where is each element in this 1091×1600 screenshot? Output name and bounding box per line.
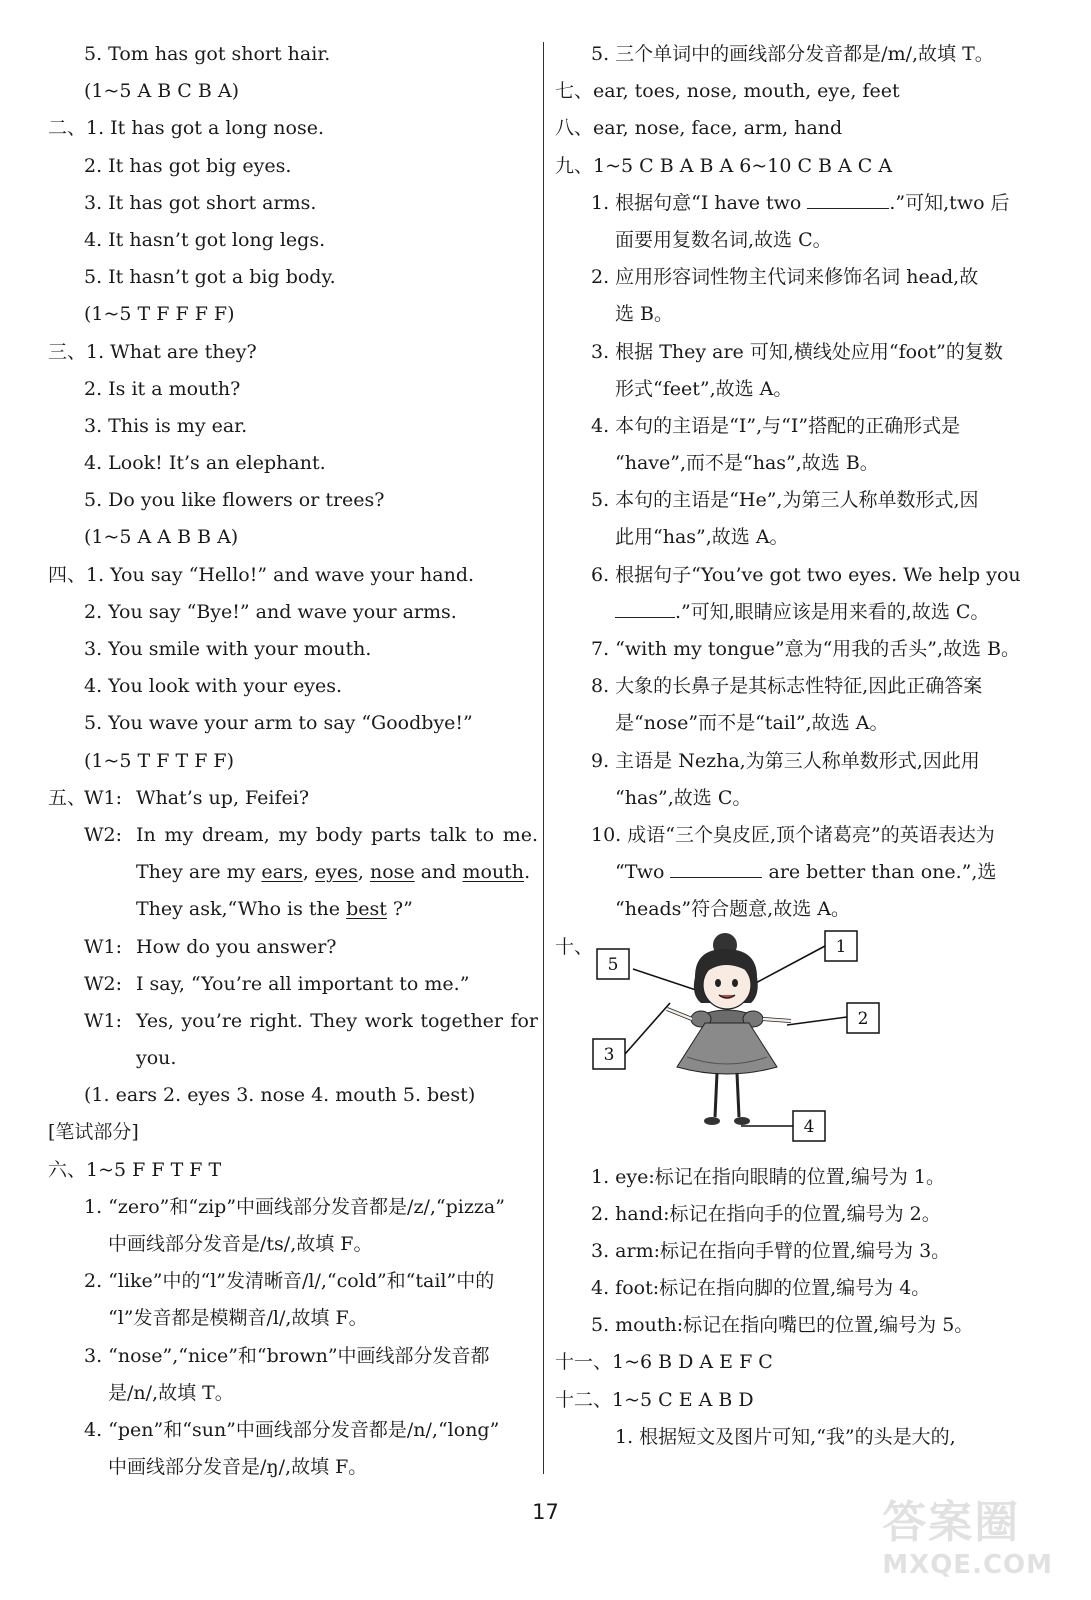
girl-figure [667,933,791,1125]
section-twelve: 十二、1~5 C E A B D [555,1388,754,1411]
section-six-heading: 六、1~5 F F T F T [48,1158,222,1181]
dialog-text: I say, “You’re all important to me.” [136,972,470,995]
section-eight: 八、ear, nose, face, arm, hand [555,117,843,140]
label-number-5: 5 [607,954,619,975]
explanation-line: “heads”符合题意,故选 A。 [615,898,850,921]
explanation-line: 4. foot:标记在指向脚的位置,编号为 4。 [591,1277,931,1300]
dialog-text: In my dream, my body parts talk to me. [136,823,538,846]
answer-key: (1. ears 2. eyes 3. nose 4. mouth 5. best) [84,1084,476,1107]
explanation-line: 5. 三个单词中的画线部分发音都是/m/,故填 T。 [591,43,994,65]
answer-key: (1~5 T F F F F) [84,303,235,326]
explanation-line: 6. 根据句子“You’ve got two eyes. We help you [591,563,1021,586]
text-line: 2. It has got big eyes. [84,154,292,177]
girl-illustration [555,929,1050,1159]
watermark-logo: 答案圈 [882,1497,1021,1548]
speaker-label: W1: [84,1009,123,1032]
explanation-line: “Two are better than one.”,选 [555,854,1050,891]
label-number-1: 1 [835,936,847,957]
answer-blank [670,857,762,878]
dialog-line [48,966,538,1003]
text-line: 4. Look! It’s an elephant. [84,452,326,475]
dialog-text: you. [136,1047,177,1070]
explanation-line: 1. 根据短文及图片可知,“我”的头是大的, [615,1425,956,1448]
text-line: 3. It has got short arms. [84,191,317,214]
explanation-line: 中画线部分发音是/ŋ/,故填 F。 [108,1456,368,1479]
explanation-line: 1. 根据句意“I have two .”可知,two 后 [555,185,1050,222]
page-number: 17 [532,1500,559,1524]
explanation-line: .”可知,眼睛应该是用来看的,故选 C。 [555,594,1050,631]
blank-answer: ears [261,861,303,884]
section-eleven: 十一、1~6 B D A E F C [555,1351,773,1374]
label-number-4: 4 [803,1116,815,1137]
text-line: 4. It hasn’t got long legs. [84,228,326,251]
explanation-line: 3. 根据 They are 可知,横线处应用“foot”的复数 [591,340,1003,363]
pointer-line-2 [787,1017,847,1025]
answer-key: (1~5 A B C B A) [84,80,240,103]
explanation-line: 面要用复数名词,故选 C。 [615,228,832,251]
text-line: 5. You wave your arm to say “Goodbye!” [84,712,473,735]
dialog-text: They ask,“Who is the best ?” [136,898,413,921]
explanation-line: 此用“has”,故选 A。 [615,526,789,549]
blank-answer: nose [370,861,415,884]
explanation-line: 1. eye:标记在指向眼睛的位置,编号为 1。 [591,1165,945,1188]
text-line: 3. This is my ear. [84,414,248,437]
text-line: 2. Is it a mouth? [84,377,241,400]
label-number-3: 3 [603,1044,615,1065]
speaker-label: W2: [84,972,123,995]
section-ten-label: 十、 [555,935,594,958]
explanation-line: 4. 本句的主语是“I”,与“I”搭配的正确形式是 [591,414,961,437]
explanation-line: 是/n/,故填 T。 [108,1381,234,1404]
dialog-text: How do you answer? [136,935,337,958]
dialog-text: They are my ears, eyes, nose and mouth. [136,861,531,884]
explanation-line: 5. mouth:标记在指向嘴巴的位置,编号为 5。 [591,1314,974,1337]
site-watermark [882,1486,1053,1580]
left-column [48,36,538,1486]
dialog-text: What’s up, Feifei? [136,786,310,809]
blank-answer: eyes [314,861,358,884]
explanation-line: 9. 主语是 Nezha,为第三人称单数形式,因此用 [591,749,980,772]
explanation-line: 4. “pen”和“sun”中画线部分发音都是/n/,“long” [84,1418,500,1441]
text-line: 5. It hasn’t got a big body. [84,266,336,289]
blank-answer: best [346,898,387,921]
column-divider [543,42,544,1474]
section-five-label: 五、 [48,786,87,809]
dialog-line [48,1003,538,1077]
explanation-line: 是“nose”而不是“tail”,故选 A。 [615,712,889,735]
text-line: 2. You say “Bye!” and wave your arms. [84,600,457,623]
dialog-text: Yes, you’re right. They work together for [136,1009,538,1032]
explanation-line: “has”,故选 C。 [615,786,752,809]
explanation-line: 2. hand:标记在指向手的位置,编号为 2。 [591,1202,941,1225]
explanation-line: 形式“feet”,故选 A。 [615,377,793,400]
explanation-line: “l”发音都是模糊音/l/,故填 F。 [108,1307,368,1330]
section-nine-heading: 九、1~5 C B A B A 6~10 C B A C A [555,154,893,177]
pointer-line-3 [625,1003,670,1054]
watermark-url: MXQE.COM [882,1550,1053,1580]
section-four-heading: 四、1. You say “Hello!” and wave your hand. [48,563,475,586]
text-line: 4. You look with your eyes. [84,675,343,698]
speaker-label: W1: [84,786,123,809]
dialog-line [48,817,538,929]
explanation-line: 2. “like”中的“l”发清晰音/l/,“cold”和“tail”中的 [84,1270,495,1293]
label-number-2: 2 [857,1008,869,1029]
explanation-line: 中画线部分发音是/ts/,故填 F。 [108,1233,373,1255]
speaker-label: W1: [84,935,123,958]
answer-key: (1~5 A A B B A) [84,526,239,549]
blank-answer: mouth [462,861,525,884]
explanation-line: 7. “with my tongue”意为“用我的舌头”,故选 B。 [591,638,1021,660]
speaker-label: W2: [84,823,123,846]
explanation-line: 5. 本句的主语是“He”,为第三人称单数形式,因 [591,489,979,512]
text-line: 5. Do you like flowers or trees? [84,489,385,512]
text-line: 3. You smile with your mouth. [84,638,372,660]
girl-diagram [555,929,1050,1159]
section-two-heading: 二、1. It has got a long nose. [48,117,325,140]
explanation-line: 8. 大象的长鼻子是其标志性特征,因此正确答案 [591,675,983,698]
explanation-line: 1. “zero”和“zip”中画线部分发音都是/z/,“pizza” [84,1195,505,1218]
explanation-line: 3. “nose”,“nice”和“brown”中画线部分发音都 [84,1344,490,1367]
explanation-line: 2. 应用形容词性物主代词来修饰名词 head,故 [591,266,979,289]
explanation-line: “have”,而不是“has”,故选 B。 [615,452,879,475]
explanation-line: 选 B。 [615,303,674,326]
dialog-line [48,929,538,966]
written-part-heading: [笔试部分] [48,1121,139,1144]
answer-key: (1~5 T F T F F) [84,749,235,772]
right-column [555,36,1050,1456]
dialog-line [48,780,538,817]
section-three-heading: 三、1. What are they? [48,340,257,363]
answer-blank [807,188,889,209]
section-seven: 七、ear, toes, nose, mouth, eye, feet [555,80,900,103]
explanation-line: 10. 成语“三个臭皮匠,顶个诸葛亮”的英语表达为 [591,823,995,846]
text-line: 5. Tom has got short hair. [84,43,331,65]
explanation-line: 3. arm:标记在指向手臂的位置,编号为 3。 [591,1239,951,1262]
answer-blank [615,597,675,618]
